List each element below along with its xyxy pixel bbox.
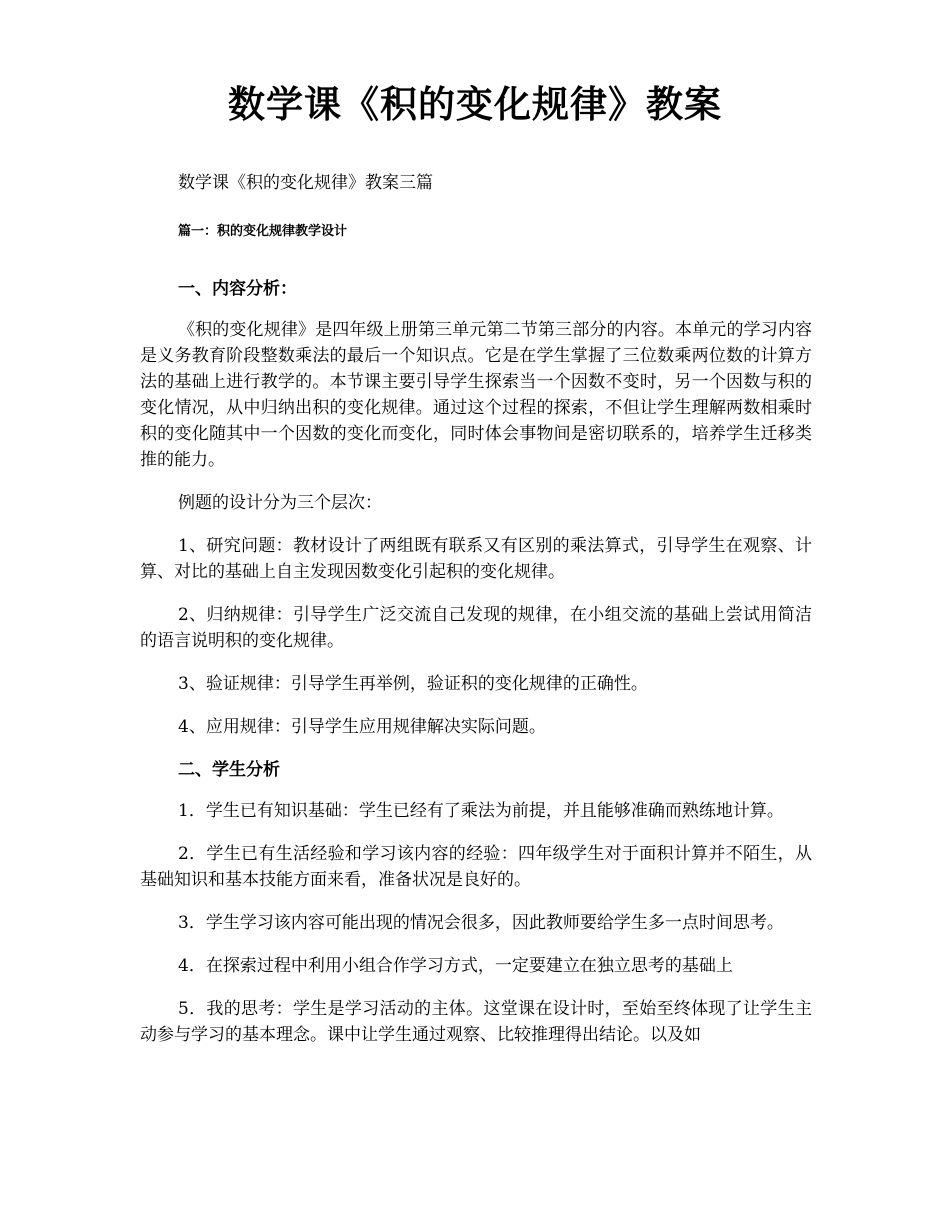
paragraph: 3、验证规律：引导学生再举例，验证积的变化规律的正确性。 (178, 674, 648, 694)
section-heading-student-analysis: 二、学生分析 (178, 760, 280, 780)
document-subtitle: 数学课《积的变化规律》教案三篇 (178, 173, 433, 193)
paragraph: 2．学生已有生活经验和学习该内容的经验：四年级学生对于面积计算并不陌生，从基础知识和基本技能方面来看，准备状况是良好的。 (140, 844, 812, 890)
paragraph: 《积的变化规律》是四年级上册第三单元第二节第三部分的内容。本单元的学习内容是义务教育阶段整数乘法的最后一个知识点。它是在学生掌握了三位数乘两位数的计算方法的基础上进行教学的。本节课主要引导学生探索当一个因数不变时，另一个因数与积的变化情况，从中归纳出积的变化规律。通过这个过程的探索，不但让学生理解两数相乘时积的变化随其中一个因数的变化而变化，同时体会事物间是密切联系的，培养学生迁移类推的能力。 (140, 320, 812, 470)
paragraph: 3．学生学习该内容可能出现的情况会很多，因此教师要给学生多一点时间思考。 (178, 913, 784, 933)
section-heading-content-analysis: 一、内容分析： (178, 279, 297, 299)
document-title: 数学课《积的变化规律》教案 (228, 82, 722, 126)
paragraph: 5．我的思考：学生是学习活动的主体。这堂课在设计时，至始至终体现了让学生主动参与学习的基本理念。课中让学生通过观察、比较推理得出结论。以及如 (140, 999, 812, 1045)
part-heading: 篇一：积的变化规律教学设计 (178, 224, 348, 239)
paragraph: 例题的设计分为三个层次： (178, 493, 382, 513)
paragraph: 1．学生已有知识基础：学生已经有了乘法为前提，并且能够准确而熟练地计算。 (178, 801, 784, 821)
paragraph: 1、研究问题：教材设计了两组既有联系又有区别的乘法算式，引导学生在观察、计算、对比的基础上自主发现因数变化引起积的变化规律。 (140, 536, 812, 582)
paragraph: 2、归纳规律：引导学生广泛交流自己发现的规律，在小组交流的基础上尝试用简洁的语言说明积的变化规律。 (140, 605, 812, 651)
paragraph: 4、应用规律：引导学生应用规律解决实际问题。 (178, 717, 546, 737)
paragraph: 4．在探索过程中利用小组合作学习方式，一定要建立在独立思考的基础上 (178, 956, 733, 976)
document-body (140, 276, 812, 1065)
